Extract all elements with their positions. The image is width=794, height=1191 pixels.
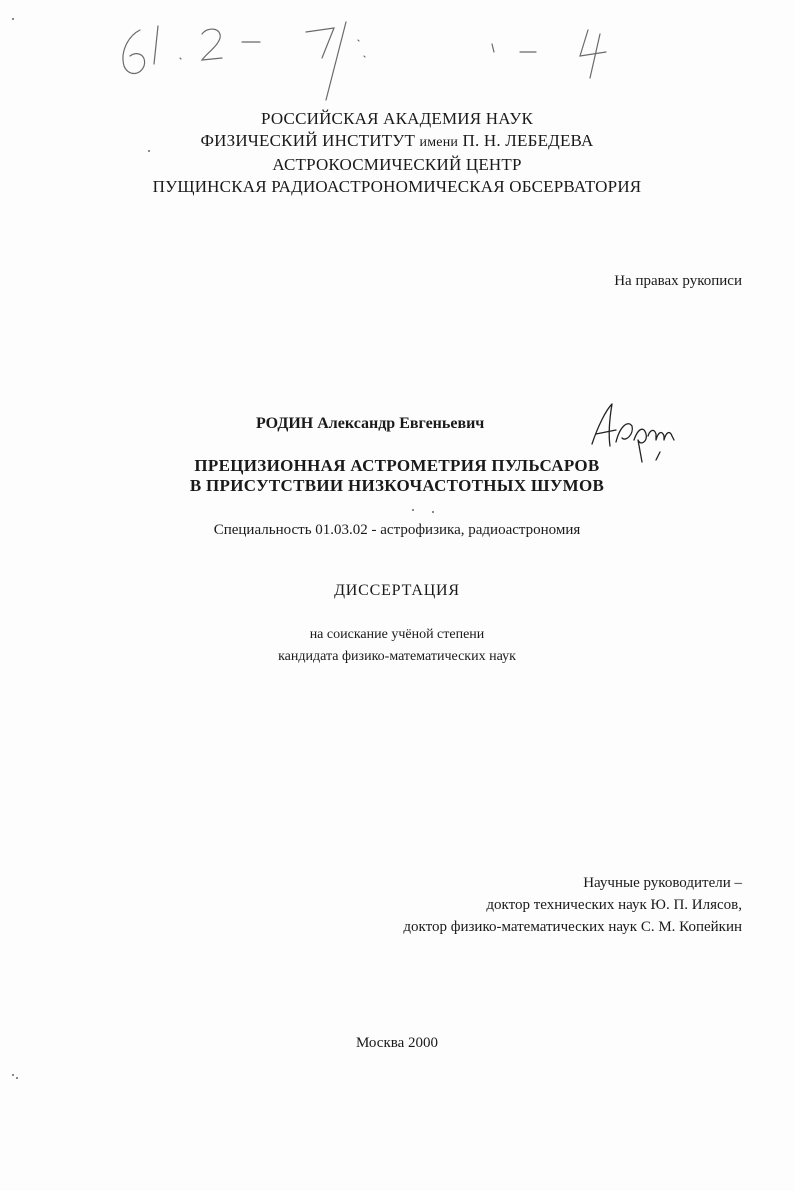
- rights-note: На правах рукописи: [614, 273, 742, 289]
- institute-name: ФИЗИЧЕСКИЙ ИНСТИТУТ имени П. Н. ЛЕБЕДЕВА: [200, 131, 594, 150]
- author-name: [256, 415, 484, 433]
- specialty: Специальность 01.03.02 - астрофизика, радиоастрономия: [213, 522, 581, 538]
- title-line-1: ПРЕЦИЗИОННАЯ АСТРОМЕТРИЯ ПУЛЬСАРОВ: [194, 456, 600, 475]
- academy-name: РОССИЙСКАЯ АКАДЕМИЯ НАУК: [260, 109, 533, 128]
- title-line-2: В ПРИСУТСТВИИ НИЗКОЧАСТОТНЫХ ШУМОВ: [189, 476, 605, 495]
- degree-line-1: на соискание учёной степени: [309, 627, 485, 642]
- scan-speck: [148, 150, 150, 152]
- degree-statement: [0, 624, 794, 668]
- observatory-name: ПУЩИНСКАЯ РАДИОАСТРОНОМИЧЕСКАЯ ОБСЕРВАТОРИЯ: [152, 177, 642, 196]
- advisor-2: доктор физико-математических наук С. М. Копейкин: [403, 919, 742, 935]
- advisors-heading: Научные руководители –: [583, 875, 742, 891]
- scientific-advisors: [403, 872, 742, 938]
- scan-speck: [12, 18, 14, 20]
- scan-speck: [432, 511, 434, 513]
- center-name: АСТРОКОСМИЧЕСКИЙ ЦЕНТР: [272, 155, 522, 174]
- author-surname: РОДИН: [256, 415, 314, 432]
- degree-line-2: кандидата физико-математических наук: [278, 649, 516, 664]
- handwritten-note: [110, 12, 650, 102]
- institution-header: [0, 108, 794, 198]
- author-given-names: Александр Евгеньевич: [317, 415, 485, 432]
- thesis-title: [0, 456, 794, 496]
- scan-speck: [12, 1074, 14, 1076]
- advisor-1: доктор технических наук Ю. П. Илясов,: [486, 897, 742, 913]
- city-year: Москва 2000: [355, 1035, 439, 1051]
- scan-speck: [412, 509, 414, 511]
- document-type: ДИССЕРТАЦИЯ: [334, 582, 460, 599]
- scan-speck: [16, 1077, 18, 1079]
